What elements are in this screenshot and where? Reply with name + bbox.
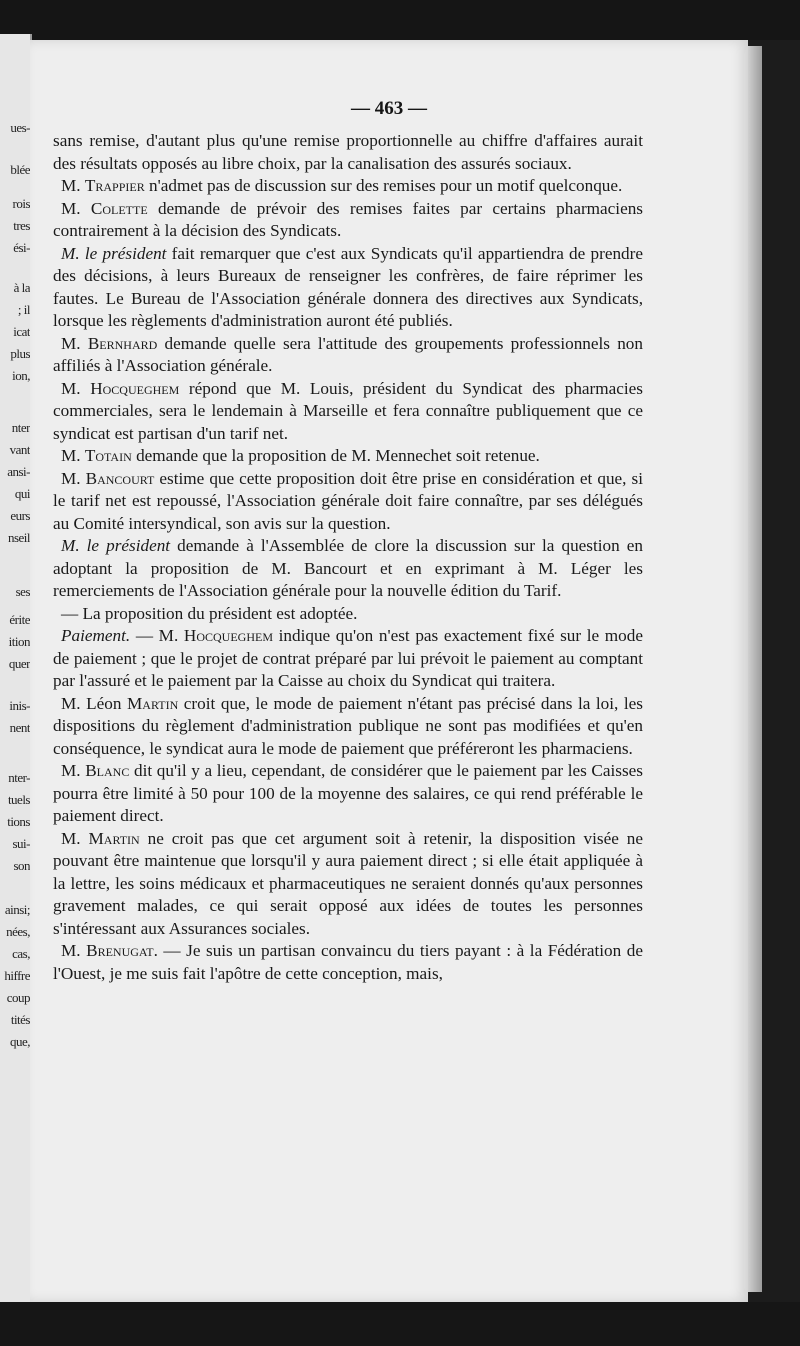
body-text — [53, 130, 643, 985]
text-run: n'admet pas de discussion sur des remises pour un motif quelconque. — [144, 176, 623, 195]
margin-fragment: inis- — [9, 698, 30, 713]
speaker-name: Hocqueghem — [90, 378, 180, 398]
italic-text: M. le président — [61, 536, 171, 555]
text-run: M. — [61, 468, 86, 488]
margin-fragment: nent — [9, 720, 30, 735]
margin-fragment: blée — [10, 162, 30, 177]
paragraph — [53, 828, 643, 941]
speaker-name: Totain — [84, 446, 132, 465]
margin-fragment: nseil — [7, 530, 30, 545]
book-page — [30, 40, 748, 1302]
text-run: demande quelle sera l'attitude des groupements professionnels non affiliés à l'Association générale. — [53, 333, 643, 375]
text-run: M. — [61, 333, 88, 353]
margin-fragment: ues- — [10, 120, 30, 135]
margin-fragment: qui — [14, 486, 30, 501]
paragraph — [53, 175, 643, 198]
paragraph — [53, 198, 643, 243]
paragraph — [53, 625, 643, 693]
paragraph — [53, 445, 643, 468]
page-edge — [748, 46, 762, 1292]
paragraph — [53, 468, 643, 536]
margin-fragment: nées, — [6, 924, 30, 939]
margin-fragment: tions — [7, 814, 30, 829]
margin-fragment: son — [13, 858, 30, 873]
text-run: M. — [61, 446, 85, 465]
text-run: M. Léon — [61, 693, 128, 713]
speaker-name: Blanc — [85, 761, 130, 780]
speaker-name: Bancourt — [85, 468, 155, 488]
text-run: demande à l'Assemblée de clore la discussion sur la question en adoptant la proposition de M. Bancourt et en exprimant à M. Léger les remerciements de l'Association générale pour la nouvelle édition du Tarif. — [53, 536, 643, 600]
margin-fragment: nter — [11, 420, 30, 435]
text-run: M. — [61, 378, 91, 398]
speaker-name: Bernhard — [87, 333, 158, 353]
margin-fragment: que, — [9, 1034, 30, 1049]
speaker-name: Colette — [90, 198, 148, 218]
margin-fragment: coup — [6, 990, 30, 1005]
text-run: — M. — [130, 626, 184, 645]
page-number: — 463 — — [351, 98, 427, 119]
facing-page-strip — [0, 34, 32, 1346]
scanner-background-bottom — [0, 1302, 800, 1346]
paragraph — [53, 243, 643, 333]
margin-fragment: ion, — [12, 368, 30, 383]
speaker-name: Martin — [127, 693, 179, 713]
margin-fragment: eurs — [10, 508, 30, 523]
text-run: — La proposition du président est adoptée. — [61, 603, 358, 623]
margin-fragment: à la — [13, 280, 30, 295]
text-run: dit qu'il y a lieu, cependant, de considérer que le paiement par les Caisses pourra être limité à 50 pour 100 de la moyenne des salaires, ce qui rend préférable le paiement direct. — [53, 761, 643, 825]
margin-fragment: ainsi; — [4, 902, 30, 917]
speaker-name: Hocqueghem — [183, 626, 273, 645]
italic-text: Paiement. — [61, 626, 131, 645]
paragraph — [53, 535, 643, 603]
paragraph — [53, 940, 643, 985]
text-run: M. — [61, 176, 85, 195]
italic-text: M. le président — [61, 243, 167, 263]
scanner-background-top — [0, 0, 800, 40]
speaker-name: Brenugat — [86, 941, 154, 960]
text-run: indique qu'on n'est pas exactement fixé sur le mode de paiement ; que le projet de contrat préparé par lui prévoit le paiement au comptant par l'assuré et le paiement par la Caisse au choix du Syndicat qui traitera. — [53, 626, 643, 690]
margin-fragment: ansi- — [7, 464, 30, 479]
paragraph — [53, 130, 643, 175]
text-run: M. — [61, 761, 86, 780]
margin-fragment: ; il — [17, 302, 30, 317]
text-run: répond que M. Louis, président du Syndicat des pharmacies commerciales, sera le lendemain à Marseille et fera connaître publiquement que ce syndicat est partisan d'un tarif net. — [53, 378, 643, 443]
text-run: demande que la proposition de M. Mennechet soit retenue. — [131, 446, 540, 465]
margin-fragment: rois — [12, 196, 30, 211]
margin-fragment: vant — [9, 442, 30, 457]
text-run: ne croit pas que cet argument soit à retenir, la disposition visée ne pouvant être maintenue que lorsqu'il y aura paiement direct ; si elle était appliquée à la lettre, les soins médicaux et pharmaceutiques ne seraient donnés qu'aux personnes gravement malades, ce qui serait opposé aux idées de toutes les personnes s'intéressant aux Assurances sociales. — [53, 828, 643, 938]
speaker-name: Trappier — [84, 176, 145, 195]
margin-fragment: cas, — [12, 946, 30, 961]
paragraph — [53, 760, 643, 828]
margin-fragment: ses — [15, 584, 30, 599]
paragraph — [53, 693, 643, 761]
text-run: M. — [61, 198, 91, 218]
text-run: fait remarquer que c'est aux Syndicats qu'il appartiendra de prendre des décisions, à leurs Bureaux de renseigner les confrères, de faire réprimer les fautes. Le Bureau de l'Association générale donnera des directives aux Syndicats, lorsque les règlements d'administration auront été publiés. — [53, 243, 643, 330]
text-run: demande de prévoir des remises faites par certains pharmaciens contrairement à la décision des Syndicats. — [53, 198, 643, 240]
margin-fragment: tités — [10, 1012, 30, 1027]
margin-fragment: ési- — [13, 240, 30, 255]
margin-fragment: icat — [13, 324, 30, 339]
margin-fragment: érite — [9, 612, 30, 627]
margin-fragment: hiffre — [4, 968, 30, 983]
margin-fragment: plus — [10, 346, 30, 361]
margin-fragment: ition — [8, 634, 30, 649]
text-run: M. — [61, 941, 87, 960]
text-run: M. — [61, 828, 89, 848]
speaker-name: Martin — [88, 828, 140, 848]
margin-fragment: sui- — [12, 836, 30, 851]
margin-fragment: quer — [8, 656, 30, 671]
margin-fragment: nter- — [8, 770, 30, 785]
paragraph — [53, 378, 643, 446]
paragraph — [53, 333, 643, 378]
text-run: . — Je suis un partisan convaincu du tiers payant : à la Fédération de l'Ouest, je me suis fait l'apôtre de cette conception, mais, — [53, 941, 643, 983]
margin-fragment: tres — [13, 218, 30, 233]
margin-fragment: tuels — [7, 792, 30, 807]
text-run: sans remise, d'autant plus qu'une remise proportionnelle au chiffre d'affaires aurait des résultats opposés au libre choix, par la canalisation des assurés sociaux. — [53, 131, 643, 173]
paragraph — [53, 603, 643, 626]
text-run: croit que, le mode de paiement n'étant pas précisé dans la loi, les dispositions du règlement d'administration publique ne sont pas modifiées et qu'en conséquence, le syndicat aura le mode de paiement que préféreront les pharmaciens. — [53, 693, 643, 758]
text-run: estime que cette proposition doit être prise en considération et que, si le tarif net est repoussé, l'Association générale doit faire connaître, par ses délégués au Comité intersyndical, son avis sur la question. — [53, 468, 643, 533]
